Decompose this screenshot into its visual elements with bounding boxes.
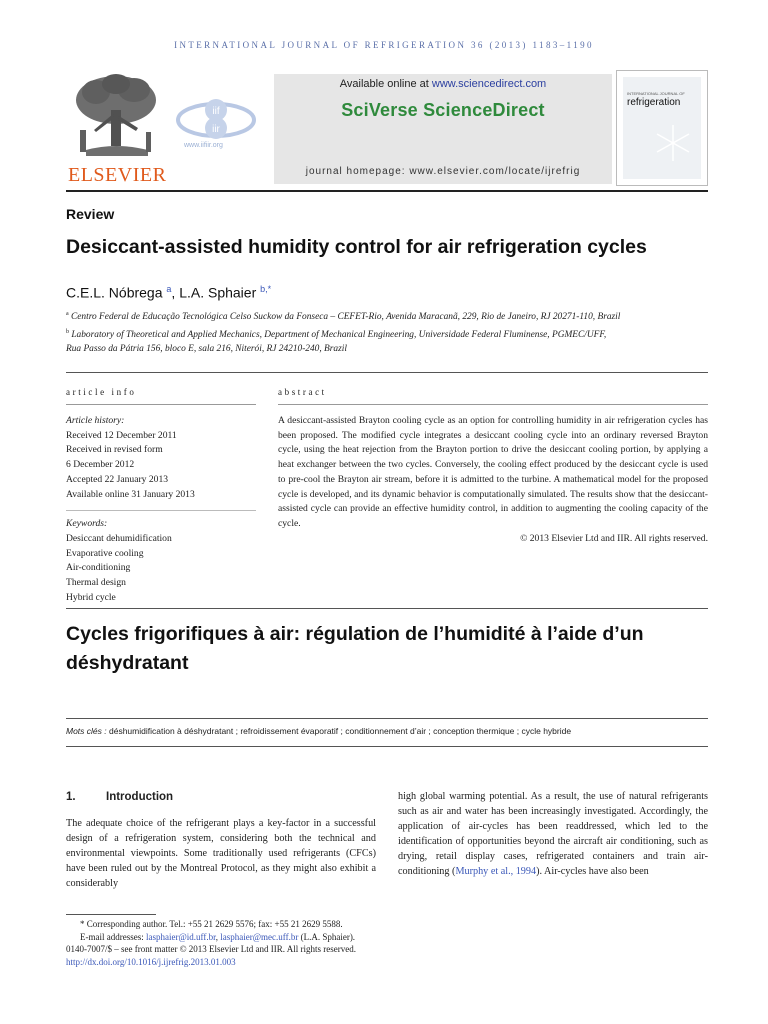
mots-list: déshumidification à déshydratant ; refroidissement évaporatif ; conditionnement d’air ; conception thermique ; cycle hybride <box>109 726 572 736</box>
doi-link[interactable]: http://dx.doi.org/10.1016/j.ijrefrig.2013.01.003 <box>66 956 236 967</box>
affiliation-a <box>66 306 710 325</box>
info-heading-rule <box>66 404 256 405</box>
affiliation-text: Centro Federal de Educação Tecnológica Celso Suckow da Fonseca – CEFET-Rio, Avenida Maracanã, 229, Rio de Janeiro, RJ 20271-110, Brazil <box>71 312 621 323</box>
keyword-item: Thermal design <box>66 577 126 589</box>
abstract-text: A desiccant-assisted Brayton cooling cycle as an option for controlling humidity in air refrigeration cycles has been proposed. The modified cycle integrates a desiccant cooling cycle into an ordinary reversed Brayton cycle, using the heat rejection from the Brayton portion to drive the desiccant cooling portion, by applying a heat exchanger between the two cycles. Conversely, the cooling effect produced by the desiccant cycle is used to pre-cool the Brayton air stream, before it is admitted to the turbine. A mathematical model for the proposed cycle is developed, and its dynamic behavior is computationally simulated. The results show that the desiccant-assisted cycle can provide an effective humidity control, in addition to augmenting the cooling capacity of the cycle. <box>278 415 708 529</box>
intro-left-column <box>66 790 376 891</box>
article-type: Review <box>66 206 115 222</box>
mots-cles <box>66 726 710 736</box>
mots-bottom-rule <box>66 746 708 747</box>
keyword-item: Evaporative cooling <box>66 547 144 559</box>
abstract-copyright: © 2013 Elsevier Ltd and IIR. All rights reserved. <box>520 532 708 544</box>
cover-title: refrigeration <box>627 97 681 108</box>
intro-right-column <box>398 790 708 879</box>
article-info <box>66 414 256 605</box>
author-name: L.A. Sphaier <box>179 284 257 301</box>
history-item: Available online 31 January 2013 <box>66 488 195 500</box>
author-list: C.E.L. Nóbrega $^a$, L.A. Sphaier $^{b,*}$ <box>66 284 272 301</box>
history-item: Accepted 22 January 2013 <box>66 473 169 485</box>
info-rule <box>66 372 708 373</box>
section-number: 1. <box>66 791 76 803</box>
running-head: INTERNATIONAL JOURNAL OF REFRIGERATION 36 (2013) 1183–1190 <box>174 40 594 50</box>
sciencedirect-link[interactable]: www.sciencedirect.com <box>431 78 547 90</box>
masthead-rule <box>66 190 708 192</box>
french-title-line: Cycles frigorifiques à air: régulation de l’humidité à l’aide d’un <box>66 623 644 645</box>
email-suffix: (L.A. Sphaier). <box>298 931 356 942</box>
article-title: Desiccant-assisted humidity control for air refrigeration cycles <box>66 236 647 258</box>
affiliation-marker[interactable]: a <box>166 284 172 294</box>
iifiir-url: www.iifiir.org <box>184 142 223 149</box>
elsevier-wordmark: ELSEVIER <box>68 164 167 186</box>
svg-text:iir: iir <box>212 124 220 135</box>
masthead <box>66 70 708 190</box>
keywords-divider <box>66 510 256 511</box>
citation-link[interactable]: Murphy et al., 1994 <box>455 865 537 877</box>
cover-small-text: INTERNATIONAL JOURNAL OF <box>627 91 685 96</box>
affiliation-marker[interactable]: b,* <box>260 284 272 294</box>
abstract <box>278 414 708 546</box>
email-label: E-mail addresses: <box>80 931 146 942</box>
journal-cover-image <box>623 77 701 179</box>
email-note <box>66 931 710 944</box>
author-name: C.E.L. Nóbrega <box>66 284 163 301</box>
email-link[interactable]: lasphaier@mec.uff.br <box>220 931 299 942</box>
history-item: Received in revised form <box>66 444 163 456</box>
french-title-line: déshydratant <box>66 652 189 674</box>
svg-text:iif: iif <box>212 106 220 117</box>
affiliation-b-cont: Rua Passo da Pátria 156, bloco E, sala 216, Niterói, RJ 24210-240, Brazil <box>66 344 347 354</box>
footnote-rule <box>66 914 156 915</box>
mots-top-rule <box>66 718 708 719</box>
affiliation-sup: b <box>66 329 69 335</box>
keyword-item: Hybrid cycle <box>66 591 116 603</box>
intro-paragraph-end: ). Air-cycles have also been <box>536 865 649 877</box>
iifiir-logo <box>176 90 256 150</box>
affiliation-text: Laboratory of Theoretical and Applied Mechanics, Department of Mechanical Engineering, Universidade Federal Fluminense, PGMEC/UFF, <box>71 330 607 341</box>
keyword-item: Air-conditioning <box>66 562 131 574</box>
history-item: Received 12 December 2011 <box>66 429 177 441</box>
sciverse-title: SciVerse ScienceDirect <box>341 100 545 120</box>
abstract-heading-rule <box>278 404 708 405</box>
snowflake-icon <box>653 123 693 163</box>
article-info-heading: article info <box>66 387 137 397</box>
corresponding-author-note: * Corresponding author. Tel.: +55 21 2629 5576; fax: +55 21 2629 5588. <box>80 919 343 929</box>
intro-paragraph: The adequate choice of the refrigerant plays a key-factor in a successful design of a refrigeration system, considering both the technical and environmental viewpoints. Some traditionally used refrigerants (CFCs) have been ruled out by the Montreal Protocol, as they might also exhibit a considerably <box>66 817 376 889</box>
section-title: Introduction <box>106 791 174 803</box>
french-title <box>66 620 716 678</box>
journal-cover-thumbnail <box>616 70 708 186</box>
history-item: 6 December 2012 <box>66 459 135 471</box>
front-matter-note: 0140-7007/$ – see front matter © 2013 Elsevier Ltd and IIR. All rights reserved. <box>66 944 357 954</box>
keyword-item: Desiccant dehumidification <box>66 532 172 544</box>
sciencedirect-banner <box>274 74 612 184</box>
email-separator: , <box>215 931 221 942</box>
section-heading <box>66 790 376 805</box>
affiliation-sup: a <box>66 311 69 317</box>
abstract-heading: abstract <box>278 387 327 397</box>
mots-label: Mots clés : <box>66 726 107 736</box>
intro-paragraph: high global warming potential. As a result, the use of natural refrigerants such as air and water has been increasingly investigated. Accordingly, the application of air-cycles has been readdressed, which led to the identification of opportunities beyond the aircraft air conditioning, such as drying, retail display cases, refrigerated containers and train air-conditioning ( <box>398 791 708 877</box>
available-online-prefix: Available online at <box>339 78 432 90</box>
available-online <box>274 78 612 90</box>
info-end-rule <box>66 608 708 609</box>
keywords-label: Keywords: <box>66 518 108 530</box>
footnotes <box>66 918 710 968</box>
journal-homepage: journal homepage: www.elsevier.com/locate/ijrefrig <box>305 166 581 177</box>
email-link[interactable]: lasphaier@id.uff.br <box>145 931 216 942</box>
history-label: Article history: <box>66 415 125 426</box>
